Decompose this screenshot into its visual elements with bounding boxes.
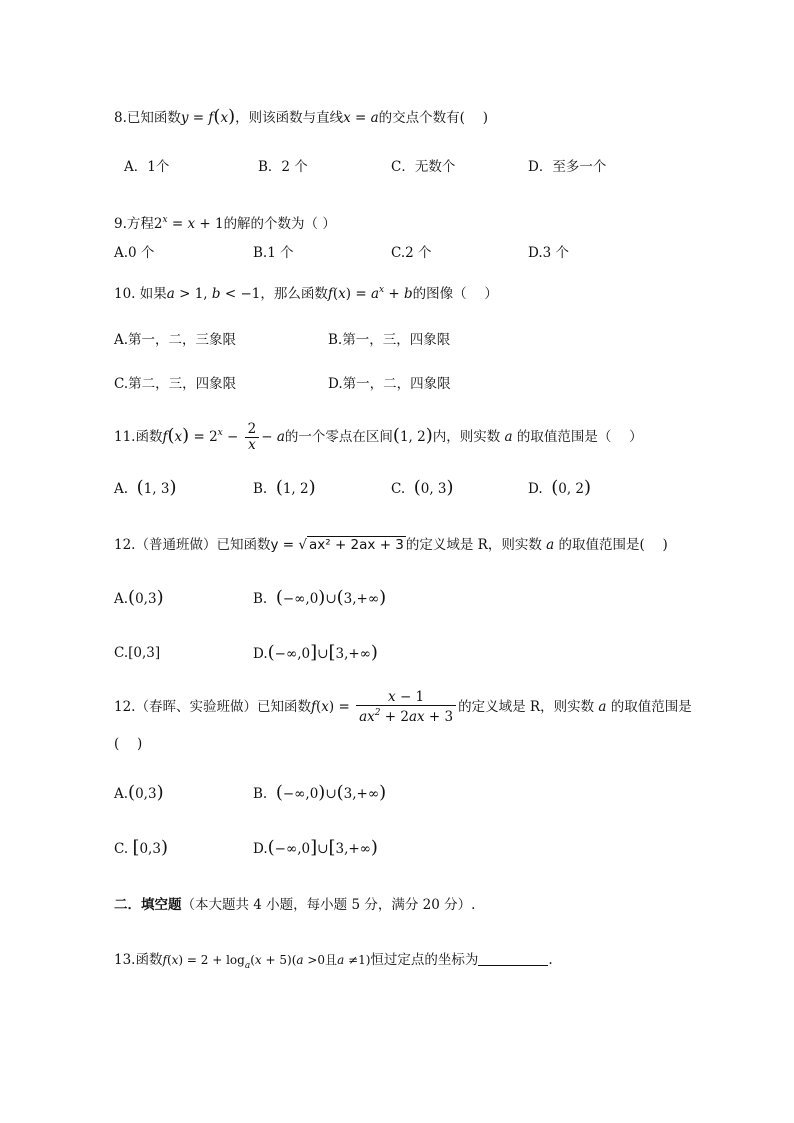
q9-option-b: B.1 个 (253, 245, 294, 261)
q11-interval: (1, 2) (392, 425, 433, 446)
q12a-option-c: C.[0,3] (114, 645, 161, 661)
q11-option-d: D. (0, 2) (528, 477, 592, 498)
q11-option-c-label: C. (391, 481, 406, 497)
q8-option-d: D．至多一个 (528, 159, 607, 175)
q8-stem-text: 8.已知函数 (114, 110, 181, 126)
q9-stem-tail: 的解的个数为（ ） (223, 216, 336, 232)
q10-stem (114, 280, 498, 304)
q12b-formula: f(x) = $\frac{x - 1}{ax^2 + 2ax + 3}$ (311, 699, 458, 715)
q11-fraction: $\frac{2}{x}$ (245, 422, 260, 453)
q11-option-d-label: D. (528, 481, 543, 497)
q8-line-formula: x = a (343, 110, 379, 126)
q11-stem-tail: 的取值范围是（ ） (516, 429, 643, 445)
q12b-option-a-label: A. (114, 786, 129, 802)
section2-desc: （本大题共 4 小题，每小题 5 分，满分 20 分）. (181, 897, 476, 913)
q12b-option-d-label: D. (253, 841, 268, 857)
q12a-stem-tail: 的定义域是 R，则实数 (405, 537, 542, 553)
q11-var-a: a (500, 429, 517, 445)
q11-stem (114, 417, 643, 453)
q10-option-b: B.第一，三，四象限 (328, 332, 451, 348)
q9-option-c: C.2 个 (391, 245, 432, 261)
q10-option-a: A.第一，二，三象限 (114, 332, 237, 348)
q10-stem-mid: ，那么函数 (260, 286, 328, 302)
q12b-stem-continued: ( ) (114, 736, 143, 752)
q9-stem (114, 210, 336, 234)
q12b-stem-tail: 的定义域是 R，则实数 (458, 699, 595, 715)
q12a-option-a-label: A. (114, 591, 129, 607)
q12b-option-b-label: B. (253, 786, 268, 802)
q10-formula: $f(x) = a^x + b$ (327, 285, 413, 302)
q11-stem-text: 11.函数 (114, 429, 163, 445)
section2-heading (114, 895, 475, 915)
q13-formula: $f(x) = 2 + \log_a(x + 5)(a >0$且a ≠1) (162, 953, 371, 971)
q12b-option-c-label: C. (114, 841, 129, 857)
q13-answer-blank[interactable] (478, 951, 548, 966)
q12b-option-d: D.(−∞,0]∪[3,+∞) (253, 837, 378, 858)
q8-stem (114, 107, 488, 128)
section2-title: 二．填空题 (114, 897, 182, 913)
q12b-option-a: A.(0,3) (114, 782, 164, 803)
q11-stem-mid2: 内，则实数 (432, 429, 501, 445)
q12a-stem-text: 12.（普通班做）已知函数 (114, 537, 271, 553)
q12a-option-b-label: B. (253, 591, 268, 607)
q9-option-a: A.0 个 (114, 245, 155, 261)
q12a-stem (114, 535, 668, 555)
q13-stem-tail: 恒过定点的坐标为 (370, 952, 479, 968)
q11-formula: $f(x) = 2^x$ − $\frac{2}{x}$ − a (162, 421, 285, 453)
q12a-stem-tail2: 的取值范围是( ) (558, 537, 668, 553)
q8-stem-tail2: 的交点个数有( ) (378, 110, 488, 126)
q9-stem-text: 9.方程 (114, 216, 154, 232)
q13-stem (114, 950, 553, 976)
q12b-fraction: $\frac{x - 1}{ax^2 + 2ax + 3}$ (356, 690, 456, 725)
q10-stem-text: 10. 如果 (114, 286, 167, 302)
q12a-var-a: a (541, 537, 559, 553)
q12a-option-d: D.(−∞,0]∪[3,+∞) (253, 642, 378, 663)
q12b-stem-tail2: 的取值范围是 (610, 699, 692, 715)
q12a-option-b: B. (−∞,0)∪(3,+∞) (253, 587, 387, 608)
q12b-var-a: a (594, 699, 611, 715)
q9-option-d: D.3 个 (528, 245, 570, 261)
q12a-option-a: A.(0,3) (114, 587, 164, 608)
q10-condition: a > 1, b < −1 (166, 286, 261, 302)
q11-option-c: C. (0, 3) (391, 477, 454, 498)
q8-stem-tail: ，则该函数与直线 (235, 110, 344, 126)
q12b-stem (114, 690, 692, 725)
q11-stem-mid: 的一个零点在区间 (284, 429, 393, 445)
q8-option-c: C．无数个 (391, 159, 456, 175)
q11-option-b: B. (1, 2) (253, 477, 316, 498)
q10-option-d: D.第一，二，四象限 (328, 376, 451, 392)
q10-stem-tail: 的图像（ ） (412, 286, 498, 302)
q11-option-a: A. (1, 3) (114, 477, 177, 498)
q9-formula: $2^x = x + 1$ (153, 215, 224, 232)
q8-formula: y = f(x) (180, 106, 236, 127)
q12b-stem-text: 12.（春晖、实验班做）已知函数 (114, 699, 311, 715)
q13-stem-text: 13.函数 (114, 952, 163, 968)
q11-option-b-label: B. (253, 481, 268, 497)
q8-option-b: B．2 个 (258, 159, 308, 175)
q10-option-c: C.第二，三，四象限 (114, 376, 237, 392)
q12a-option-d-label: D. (253, 646, 268, 662)
q12b-option-b: B. (−∞,0)∪(3,+∞) (253, 782, 387, 803)
q12a-formula: y = √ ax² + 2ax + 3 (270, 537, 404, 553)
q11-option-a-label: A. (114, 481, 129, 497)
q12b-option-c: C. [0,3) (114, 837, 168, 858)
q8-option-a: A．1个 (124, 159, 170, 175)
q13-end: . (548, 952, 553, 968)
